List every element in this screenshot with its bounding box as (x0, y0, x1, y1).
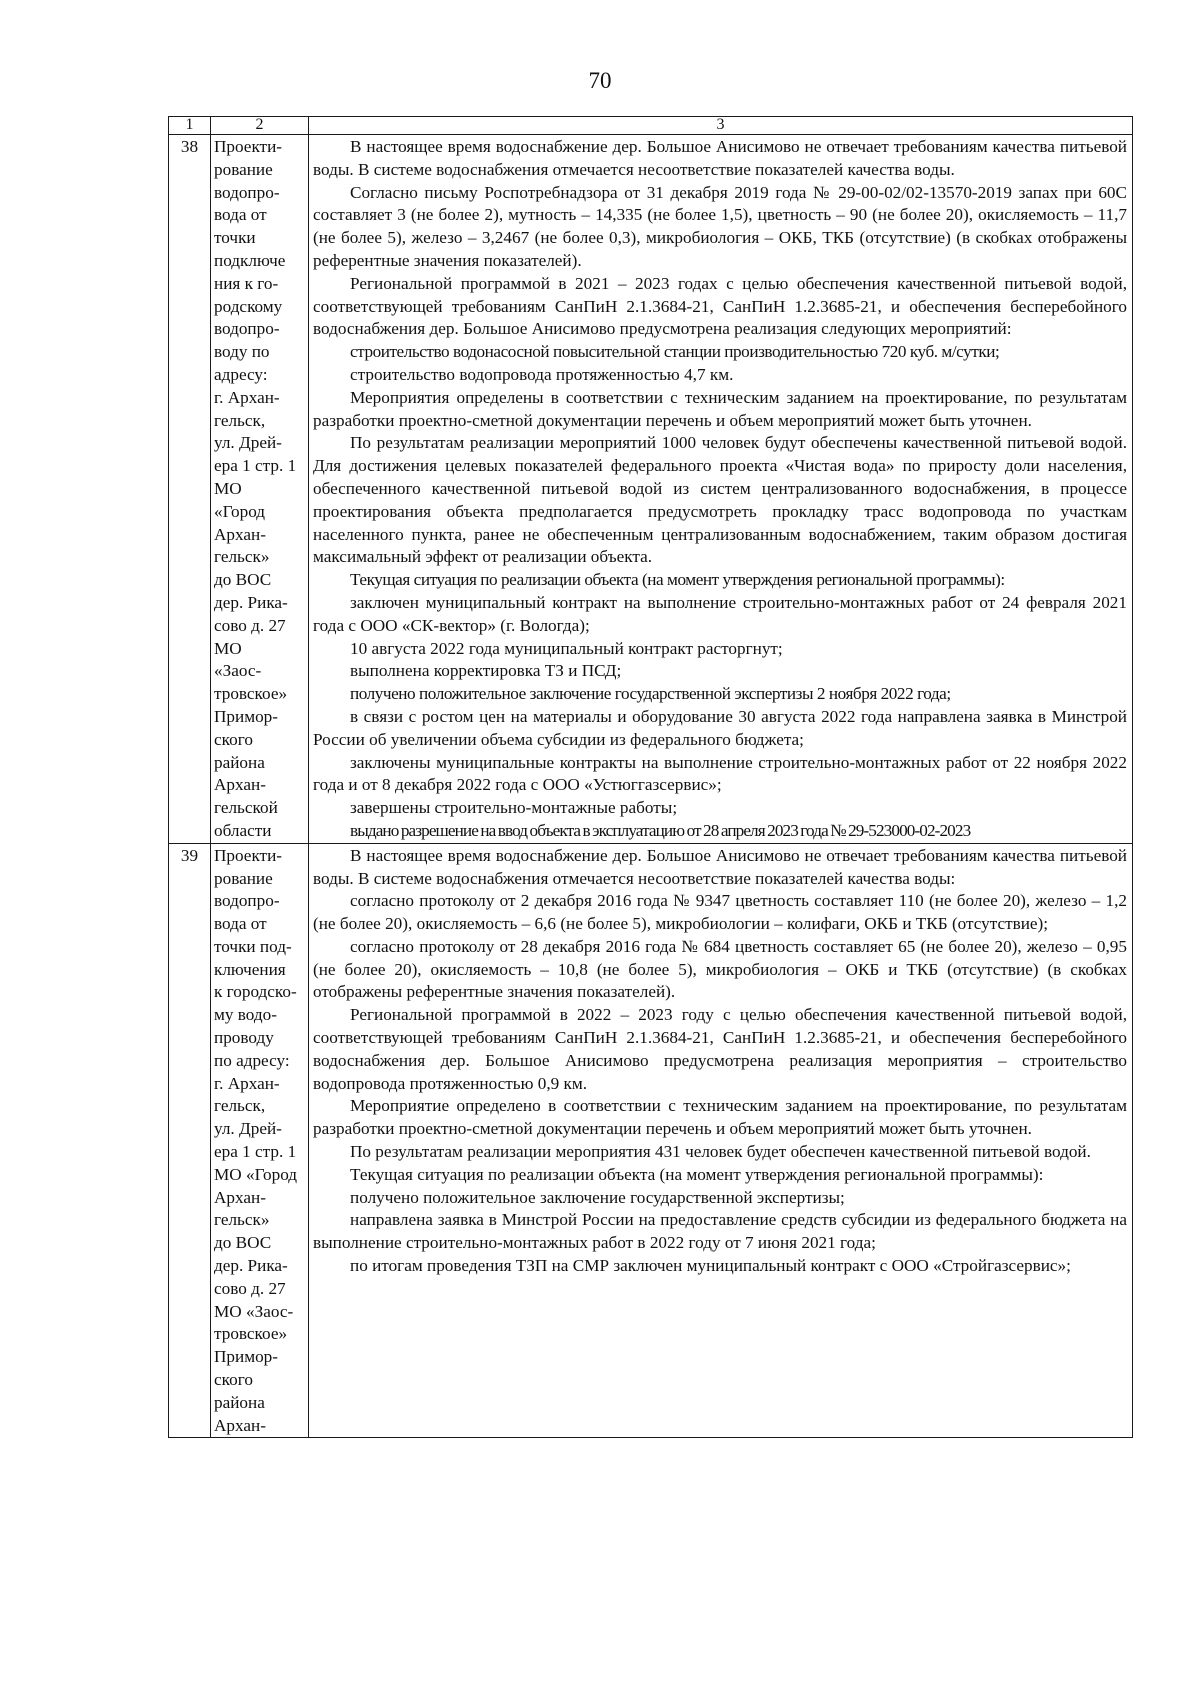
table-header-row (169, 117, 1133, 135)
object-name-line: МО (214, 478, 242, 498)
object-name-line: тровское» (214, 684, 288, 704)
object-name-line: Проекти- (214, 845, 282, 865)
page-number: 70 (588, 68, 612, 93)
object-name-line: г. Архан- (214, 387, 280, 407)
object-name-line: ера 1 стр. 1 (214, 1142, 297, 1162)
description-paragraph: получено положительное заключение государственной экспертизы; (350, 1187, 845, 1207)
object-name-line: водопро- (214, 319, 280, 339)
object-name-line: адресу: (214, 364, 268, 384)
object-name-line: по адресу: (214, 1050, 290, 1070)
object-name-line: тровское» (214, 1324, 288, 1344)
object-name-line: дер. Рика- (214, 1256, 288, 1276)
description-paragraph: направлена заявка в Минстрой России на предоставление средств субсидии из федерального бюджета на выполнение строительно-монтажных работ в 2022 году от 7 июня 2021 года; (313, 1210, 1127, 1253)
object-name-line: Примор- (214, 706, 278, 726)
object-name-line: района (214, 1392, 265, 1412)
description-paragraph: По результатам реализации мероприятия 431 человек будет обеспечен качественной питьевой водой. (350, 1142, 1091, 1162)
object-name-line: к городско- (214, 982, 297, 1002)
description-paragraph: заключены муниципальные контракты на выполнение строительно-монтажных работ от 22 ноября 2022 года и от 8 декабря 2022 года с ООО «Устюггазсервис»; (313, 752, 1127, 795)
object-name-line: МО (214, 638, 242, 658)
table-row (169, 843, 1133, 1438)
object-name-line: гельск, (214, 410, 266, 430)
description-paragraph: Региональной программой в 2021 – 2023 годах с целью обеспечения качественной питьевой водой, соответствующей требованиям СанПиН 2.1.3684-21, СанПиН 1.2.3685-21, и обеспечения бесперебойного водоснабжения дер. Большое Анисимово предусмотрена реализация следующих мероприятий: (313, 273, 1127, 339)
description-paragraph: 10 августа 2022 года муниципальный контракт расторгнут; (350, 638, 783, 658)
object-name-line: гельск» (214, 1210, 270, 1230)
description-paragraph: выполнена корректировка ТЗ и ПСД; (350, 661, 622, 681)
program-table (168, 116, 1133, 1438)
object-name (211, 843, 309, 1438)
description-paragraph: Согласно письму Роспотребнадзора от 31 декабря 2019 года № 29-00-02/02-13570-2019 запах при 60С составляет 3 (не более 2), мутность – 14,335 (не более 1,5), цветность – 90 (не более 20), окисляемость – 11,7 (не более 5), железо – 3,2467 (не более 0,3), микробиология – ОКБ, ТКБ (отсутствие) (в скобках отображены референтные значения показателей). (313, 182, 1127, 270)
object-name-line: ул. Дрей- (214, 1119, 282, 1139)
object-name-line: до ВОС (214, 570, 272, 590)
description-paragraph: заключен муниципальный контракт на выполнение строительно-монтажных работ от 24 февраля 2021 года с ООО «СК-вектор» (г. Вологда); (313, 592, 1127, 635)
object-name-line: родскому (214, 296, 283, 316)
object-name-line: Архан- (214, 1187, 266, 1207)
object-name-line: МО «Город (214, 1164, 298, 1184)
row-number: 38 (169, 135, 211, 844)
object-name-line: «Заос- (214, 661, 262, 681)
object-name-line: ского (214, 1370, 253, 1390)
object-name-line: вода от (214, 914, 267, 934)
object-name-line: рование (214, 868, 273, 888)
object-name-line: рование (214, 159, 273, 179)
object-name-line: Архан- (214, 524, 266, 544)
object-description (309, 135, 1133, 844)
object-name-line: вода от (214, 205, 267, 225)
description-paragraph: по итогам проведения ТЗП на СМР заключен муниципальный контракт с ООО «Стройгазсервис»; (350, 1256, 1071, 1276)
object-name-line: водопро- (214, 891, 280, 911)
object-name-line: гельской (214, 798, 278, 818)
description-paragraph: строительство водопровода протяженностью 4,7 км. (350, 364, 734, 384)
object-name-line: гельск» (214, 547, 270, 567)
header-col-2: 2 (211, 117, 309, 135)
description-paragraph: согласно протоколу от 2 декабря 2016 года № 9347 цветность составляет 110 (не более 20), железо – 1,2 (не более 20), окисляемость – 6,6 (не более 5), микробиологии – колифаги, ОКБ и ТКБ (отсутствие); (313, 891, 1127, 934)
description-paragraph: В настоящее время водоснабжение дер. Большое Анисимово не отвечает требованиям качества питьевой воды. В системе водоснабжения отмечается несоответствие показателей качества воды. (313, 137, 1127, 179)
object-name-line: дер. Рика- (214, 592, 288, 612)
object-name-line: сово д. 27 (214, 1278, 286, 1298)
object-name-line: сово д. 27 (214, 615, 286, 635)
description-paragraph: согласно протоколу от 28 декабря 2016 года № 684 цветность составляет 65 (не более 20), железо – 0,95 (не более 20), окисляемость – 10,8 (не более 5), микробиология – ОКБ и ТКБ (отсутствие) (в скобках отображены референтные значения показателей). (313, 936, 1127, 1002)
object-name-line: ключения (214, 959, 286, 979)
description-paragraph: Текущая ситуация по реализации объекта (на момент утверждения региональной программы): (350, 1164, 1044, 1184)
header-col-1: 1 (169, 117, 211, 135)
object-name-line: Архан- (214, 775, 266, 795)
description-paragraph: Мероприятие определено в соответствии с техническим заданием на проектирование, по результатам разработки проектно-сметной документации перечень и объем мероприятий может быть уточнен. (313, 1096, 1127, 1139)
object-name-line: точки (214, 228, 256, 248)
object-name-line: му водо- (214, 1005, 277, 1025)
object-name-line: «Город (214, 501, 266, 521)
object-name-line: гельск, (214, 1096, 266, 1116)
description-paragraph: По результатам реализации мероприятий 1000 человек будут обеспечены качественной питьевой водой. Для достижения целевых показателей федерального проекта «Чистая вода» по приросту доли населения, обеспеченного качественной питьевой водой из систем централизованного водоснабжения, в процессе проектирования объекта предполагается предусмотреть прокладку трасс водопровода по участкам населенного пункта, ранее не обеспеченным централизованным водоснабжением, таким образом достигая максимальный эффект от реализации объекта. (313, 433, 1127, 567)
object-name (211, 135, 309, 844)
object-name-line: Проекти- (214, 137, 282, 156)
description-paragraph: Региональной программой в 2022 – 2023 году с целью обеспечения качественной питьевой водой, соответствующей требованиям СанПиН 2.1.3684-21, СанПиН 1.2.3685-21, и обеспечения бесперебойного водоснабжения дер. Большое Анисимово предусмотрена реализация мероприятия – строительство водопровода протяженностью 0,9 км. (313, 1005, 1127, 1093)
object-name-line: области (214, 820, 272, 840)
table-row (169, 135, 1133, 844)
description-paragraph: Текущая ситуация по реализации объекта (на момент утверждения региональной программы): (350, 570, 1005, 590)
object-name-line: ского (214, 729, 253, 749)
object-name-line: водопро- (214, 182, 280, 202)
object-name-line: г. Архан- (214, 1073, 280, 1093)
object-name-line: МО «Заос- (214, 1301, 294, 1321)
description-paragraph: В настоящее время водоснабжение дер. Большое Анисимово не отвечает требованиям качества питьевой воды. В системе водоснабжения отмечается несоответствие показателей качества воды: (313, 845, 1127, 888)
row-number: 39 (169, 843, 211, 1438)
object-name-line: подключе (214, 250, 286, 270)
object-name-line: ера 1 стр. 1 (214, 456, 297, 476)
object-name-line: точки под- (214, 936, 292, 956)
object-name-line: проводу (214, 1028, 274, 1048)
description-paragraph: строительство водонасосной повысительной станции производительностью 720 куб. м/сутки; (350, 342, 1000, 362)
object-name-line: ул. Дрей- (214, 433, 282, 453)
description-paragraph: Мероприятия определены в соответствии с техническим заданием на проектирование, по результатам разработки проектно-сметной документации перечень и объем мероприятий может быть уточнен. (313, 387, 1127, 430)
object-name-line: ния к го- (214, 273, 279, 293)
description-paragraph: выдано разрешение на ввод объекта в эксплуатацию от 28 апреля 2023 года № 29-523000-02-2023 (350, 820, 971, 840)
object-name-line: до ВОС (214, 1233, 272, 1253)
object-name-line: воду по (214, 342, 270, 362)
object-name-line: Архан- (214, 1415, 266, 1435)
object-name-line: района (214, 752, 265, 772)
description-paragraph: завершены строительно-монтажные работы; (350, 798, 678, 818)
object-name-line: Примор- (214, 1347, 278, 1367)
description-paragraph: получено положительное заключение государственной экспертизы 2 ноября 2022 года; (350, 684, 951, 704)
object-description (309, 843, 1133, 1438)
header-col-3: 3 (309, 117, 1133, 135)
description-paragraph: в связи с ростом цен на материалы и оборудование 30 августа 2022 года направлена заявка в Минстрой России об увеличении объема субсидии из федерального бюджета; (313, 706, 1127, 749)
